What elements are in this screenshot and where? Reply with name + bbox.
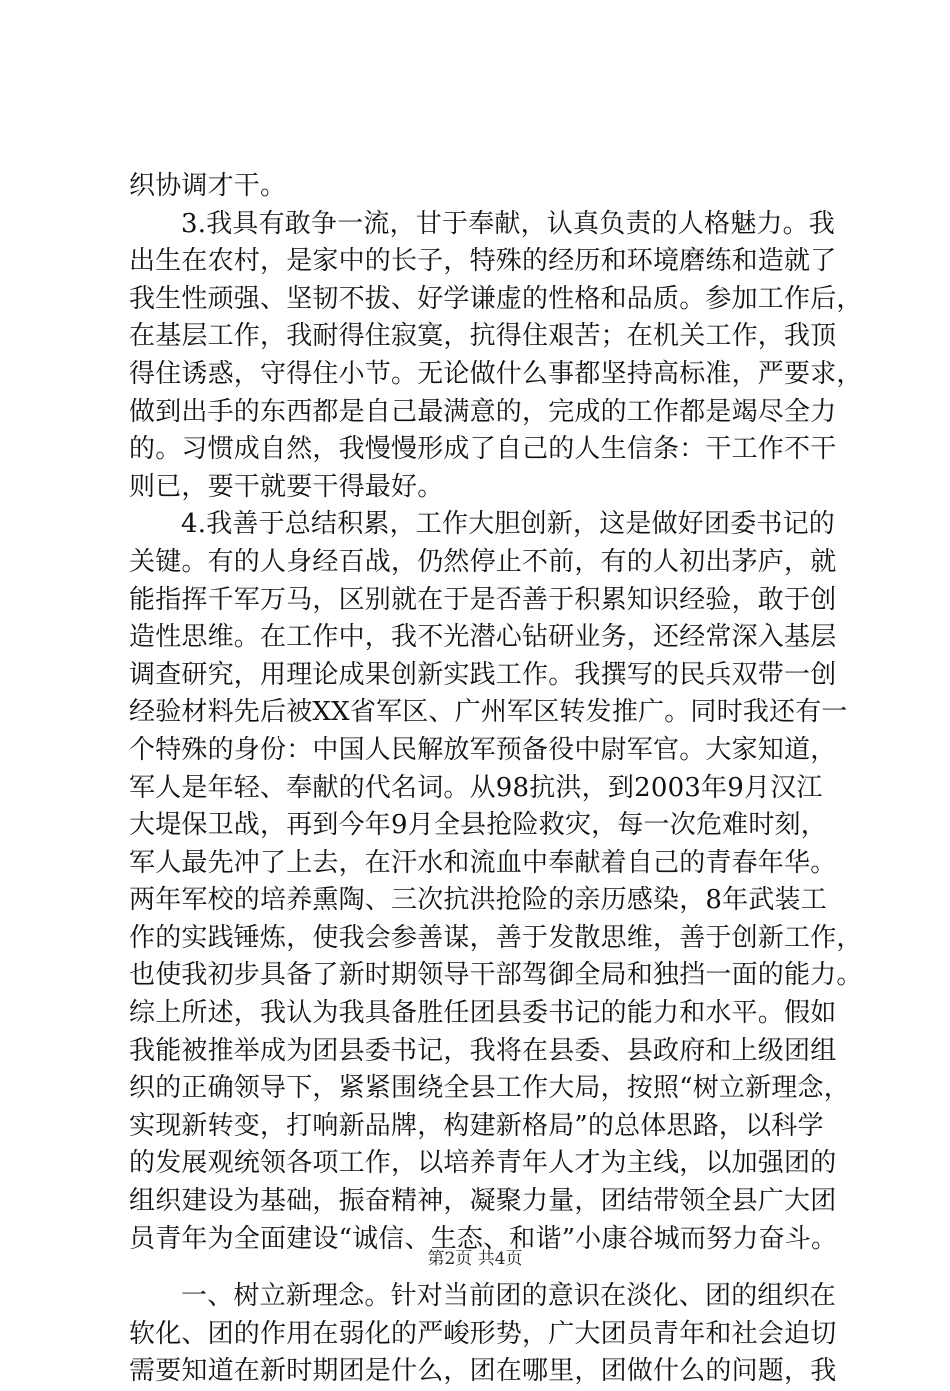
text-line: 关键。有的人身经百战，仍然停止不前，有的人初出茅庐，就	[129, 546, 837, 577]
text-line: 能指挥千军万马，区别就在于是否善于积累知识经验，敢于创	[129, 584, 837, 615]
text-line: 做到出手的东西都是自己最满意的，完成的工作都是竭尽全力	[129, 396, 837, 427]
text-line: 的。习惯成自然，我慢慢形成了自己的人生信条：干工作不干	[129, 434, 837, 465]
text-line: 经验材料先后被XX省军区、广州军区转发推广。同时我还有一	[129, 697, 848, 728]
text-line: 大堤保卫战，再到今年9月全县抢险救灾，每一次危难时刻，	[129, 810, 827, 841]
text-line: 实现新转变，打响新品牌，构建新格局”的总体思路，以科学	[129, 1110, 824, 1141]
text-line: 则已，要干就要干得最好。	[129, 471, 444, 502]
document-body	[129, 168, 863, 1391]
text-line: 3.我具有敢争一流，甘于奉献，认真负责的人格魅力。我	[181, 208, 836, 239]
text-line: 造性思维。在工作中，我不光潜心钻研业务，还经常深入基层	[129, 622, 837, 653]
text-line: 两年军校的培养熏陶、三次抗洪抢险的亲历感染，8年武装工	[129, 885, 827, 916]
text-line: 的发展观统领各项工作，以培养青年人才为主线，以加强团的	[129, 1148, 837, 1179]
text-line: 作的实践锤炼，使我会参善谋，善于发散思维，善于创新工作，	[129, 922, 863, 953]
text-line: 我生性顽强、坚韧不拔、好学谦虚的性格和品质。参加工作后，	[129, 283, 863, 314]
text-line: 个特殊的身份：中国人民解放军预备役中尉军官。大家知道，	[129, 734, 837, 765]
text-line: 军人最先冲了上去，在汗水和流血中奉献着自己的青春年华。	[129, 847, 837, 878]
text-line: 在基层工作，我耐得住寂寞，抗得住艰苦；在机关工作，我顶	[129, 321, 837, 352]
text-line: 综上所述，我认为我具备胜任团县委书记的能力和水平。假如	[129, 998, 837, 1029]
text-line: 软化、团的作用在弱化的严峻形势，广大团员青年和社会迫切	[129, 1318, 837, 1349]
text-line: 组织建设为基础，振奋精神，凝聚力量，团结带领全县广大团	[129, 1186, 837, 1217]
text-line: 也使我初步具备了新时期领导干部驾御全局和独挡一面的能力。	[129, 960, 863, 991]
text-line: 4.我善于总结积累，工作大胆创新，这是做好团委书记的	[181, 509, 836, 540]
page-number-footer: 第2页 共4页	[427, 1249, 523, 1269]
text-line: 得住诱惑，守得住小节。无论做什么事都坚持高标准，严要求，	[129, 358, 863, 389]
text-line: 员青年为全面建设“诚信、生态、和谐”小康谷城而努力奋斗。	[129, 1223, 838, 1254]
text-line: 需要知道在新时期团是什么，团在哪里，团做什么的问题，我	[129, 1356, 837, 1387]
text-line: 调查研究，用理论成果创新实践工作。我撰写的民兵双带一创	[129, 659, 837, 690]
text-line: 一、树立新理念。针对当前团的意识在淡化、团的组织在	[181, 1281, 837, 1312]
text-line: 军人是年轻、奉献的代名词。从98抗洪，到2003年9月汉江	[129, 772, 823, 803]
text-line: 织协调才干。	[129, 171, 287, 201]
text-line: 我能被推举成为团县委书记，我将在县委、县政府和上级团组	[129, 1035, 837, 1066]
text-line: 织的正确领导下，紧紧围绕全县工作大局，按照“树立新理念，	[129, 1073, 850, 1104]
text-line: 出生在农村，是家中的长子，特殊的经历和环境磨练和造就了	[129, 246, 837, 277]
